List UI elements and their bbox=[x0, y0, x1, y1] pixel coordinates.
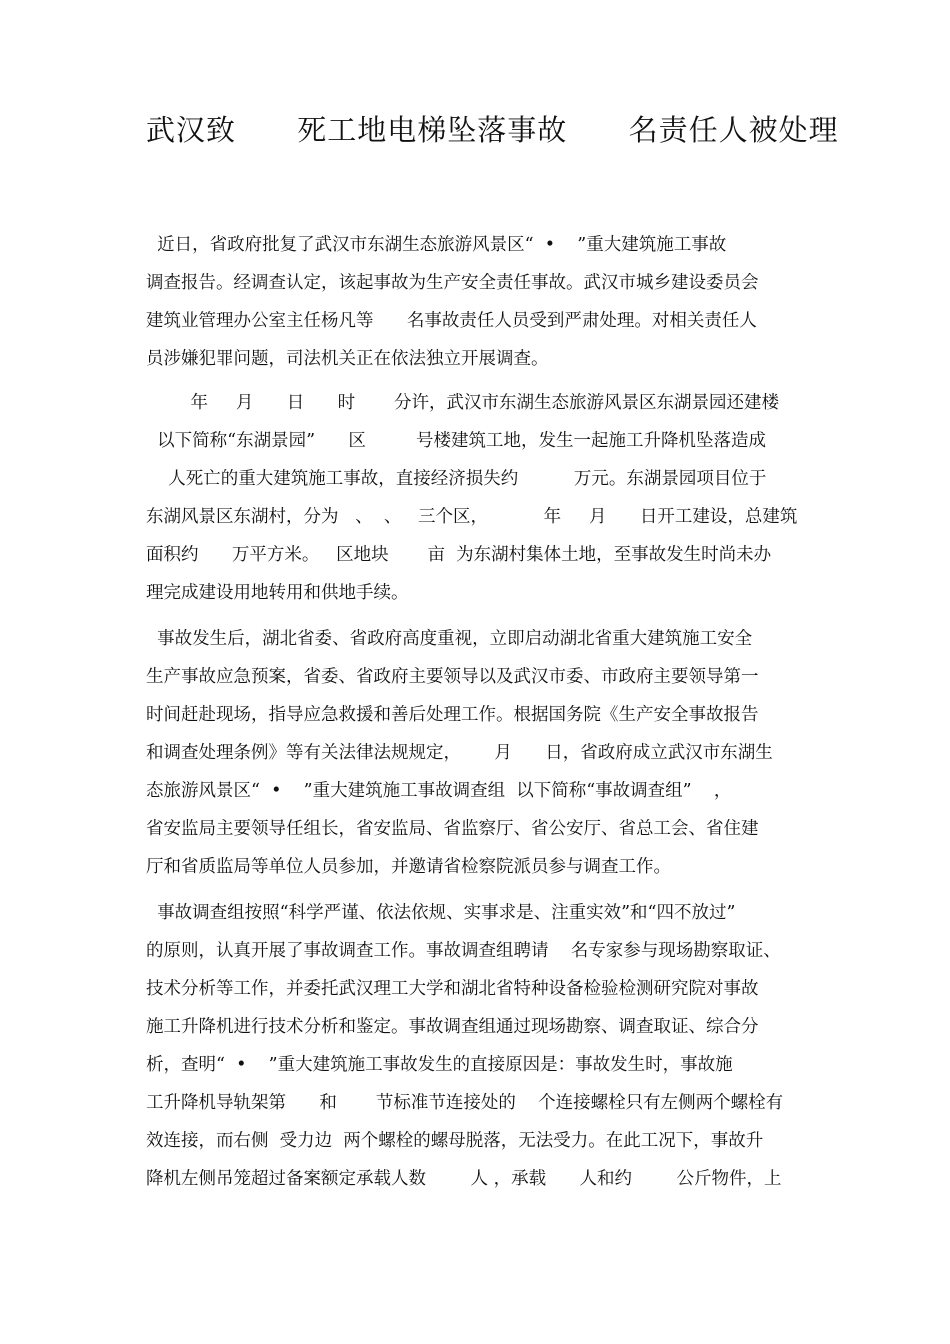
text-line: 和调查处理条例》等有关法律法规规定， 月 日，省政府成立武汉市东湖生 bbox=[146, 743, 773, 763]
text-line: 近日，省政府批复了武汉市东湖生态旅游风景区“ • ”重大建筑施工事故 bbox=[146, 235, 727, 255]
text-line: 人死亡的重大建筑施工事故，直接经济损失约 万元。东湖景园项目位于 bbox=[146, 469, 767, 489]
text-line: 效连接，而右侧 受力边 两个螺栓的螺母脱落，无法受力。在此工况下，事故升 bbox=[146, 1131, 764, 1151]
text-line: 厅和省质监局等单位人员参加，并邀请省检察院派员参与调查工作。 bbox=[146, 857, 671, 877]
text-line: 生产事故应急预案，省委、省政府主要领导以及武汉市委、市政府主要领导第一 bbox=[146, 667, 759, 687]
text-line: 析，查明“ • ”重大建筑施工事故发生的直接原因是：事故发生时，事故施 bbox=[146, 1055, 733, 1075]
text-line: 降机左侧吊笼超过备案额定承载人数 人 ，承载 人和约 公斤物件，上 bbox=[146, 1169, 782, 1189]
text-line: 以下简称“东湖景园” 区 号楼建筑工地，发生一起施工升降机坠落造成 bbox=[146, 431, 766, 451]
text-line: 事故发生后，湖北省委、省政府高度重视，立即启动湖北省重大建筑施工安全 bbox=[146, 629, 753, 649]
text-line: 理完成建设用地转用和供地手续。 bbox=[146, 583, 409, 603]
text-line: 时间赶赴现场，指导应急救援和善后处理工作。根据国务院《生产安全事故报告 bbox=[146, 705, 759, 725]
paragraph-4 bbox=[146, 894, 816, 1198]
text-line: 事故调查组按照“科学严谨、依法依规、实事求是、注重实效”和“四不放过” bbox=[146, 903, 736, 923]
text-line: 年 月 日 时 分许，武汉市东湖生态旅游风景区东湖景园还建楼 bbox=[146, 393, 780, 413]
document-body bbox=[146, 226, 816, 1198]
text-line: 工升降机导轨架第 和 节标准节连接处的 个连接螺栓只有左侧两个螺栓有 bbox=[146, 1093, 784, 1113]
text-line: 建筑业管理办公室主任杨凡等 名事故责任人员受到严肃处理。对相关责任人 bbox=[146, 311, 757, 331]
paragraph-2 bbox=[146, 384, 816, 612]
text-line: 技术分析等工作，并委托武汉理工大学和湖北省特种设备检验检测研究院对事故 bbox=[146, 979, 759, 999]
text-line: 态旅游风景区“ • ”重大建筑施工事故调查组 以下简称“事故调查组” ， bbox=[146, 781, 732, 801]
text-line: 调查报告。经调查认定，该起事故为生产安全责任事故。武汉市城乡建设委员会 bbox=[146, 273, 759, 293]
text-line: 东湖风景区东湖村，分为 、 、 三个区， 年 月 日开工建设，总建筑 bbox=[146, 507, 798, 527]
text-line: 的原则，认真开展了事故调查工作。事故调查组聘请 名专家参与现场勘察取证、 bbox=[146, 941, 781, 961]
document-title: 武汉致 死工地电梯坠落事故 名责任人被处理 bbox=[146, 113, 839, 147]
text-line: 省安监局主要领导任组长，省安监局、省监察厅、省公安厅、省总工会、省住建 bbox=[146, 819, 759, 839]
text-line: 施工升降机进行技术分析和鉴定。事故调查组通过现场勘察、调查取证、综合分 bbox=[146, 1017, 759, 1037]
paragraph-3 bbox=[146, 620, 816, 886]
text-line: 面积约 万平方米。 区地块 亩 为东湖村集体土地，至事故发生时尚未办 bbox=[146, 545, 772, 565]
paragraph-1 bbox=[146, 226, 816, 378]
text-line: 员涉嫌犯罪问题，司法机关正在依法独立开展调查。 bbox=[146, 349, 549, 369]
